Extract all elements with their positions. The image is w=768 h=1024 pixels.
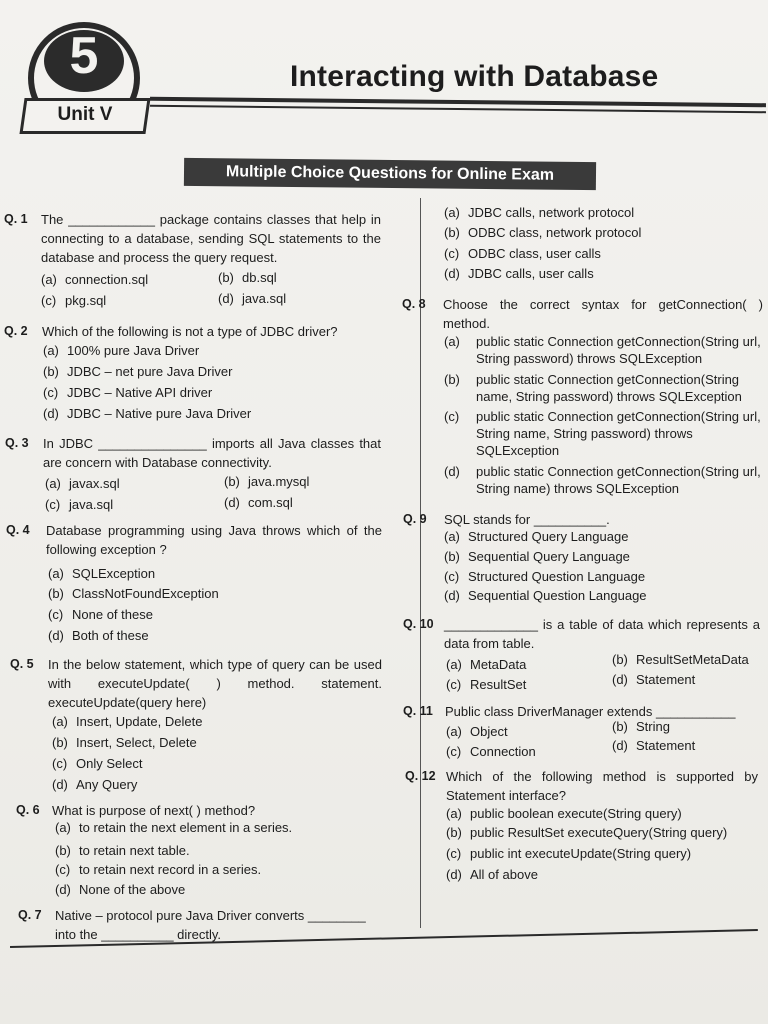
question-text: The ____________ package contains classes that help in connecting to a database, sending SQL statements to the database and process the query request. — [41, 212, 381, 265]
question-text: _____________ is a table of data which represents a data from table. — [444, 617, 760, 651]
option-b: (b) String — [612, 719, 670, 734]
question-number: Q. 1 — [4, 212, 28, 226]
question-number: Q. 2 — [4, 324, 28, 338]
option-c: (c) JDBC – Native API driver — [43, 385, 213, 400]
option-a: (a) Object — [446, 724, 508, 739]
option-d: (d) Both of these — [48, 628, 149, 643]
option-c: (c) public int executeUpdate(String query) — [446, 846, 692, 861]
option-c: (c) Only Select — [52, 756, 143, 771]
option-d: (d) JDBC – Native pure Java Driver — [43, 406, 252, 421]
option-b: (b) java.mysql — [224, 474, 310, 489]
option-d: (d) None of the above — [55, 882, 186, 897]
option-b: (b) public ResultSet executeQuery(String query) — [446, 825, 728, 840]
question-text: Public class DriverManager extends ___________ — [445, 704, 736, 719]
question-number: Q. 8 — [402, 297, 426, 311]
option-b: (b) to retain next table. — [55, 843, 190, 858]
option-d: (d) Sequential Question Language — [444, 588, 647, 603]
question-number: Q. 6 — [16, 803, 40, 817]
option-c: (c) public static Connection getConnection(String url, String name, String password) throws SQLException — [444, 409, 761, 458]
option-b: (b) db.sql — [218, 270, 277, 285]
option-a: (a) 100% pure Java Driver — [43, 343, 200, 358]
question-number: Q. 9 — [403, 512, 427, 526]
option-a: (a) connection.sql — [41, 272, 149, 287]
question-number: Q. 11 — [403, 704, 433, 718]
question-text: Choose the correct syntax for getConnection( ) method. — [443, 297, 763, 331]
option-c: (c) to retain next record in a series. — [55, 862, 262, 877]
option-a: (a) to retain the next element in a series. — [55, 820, 293, 835]
unit-label: Unit V — [57, 104, 113, 125]
option-a: (a) javax.sql — [45, 476, 120, 491]
question-text: Native – protocol pure Java Driver converts ________ into the __________ directly. — [55, 908, 366, 942]
question-text: In the below statement, which type of query can be used with executeUpdate( ) method. statement. executeUpdate(query here) — [48, 657, 382, 710]
option-b: (b) ResultSetMetaData — [612, 652, 749, 667]
question-number: Q. 10 — [403, 617, 434, 631]
option-a: (a) public static Connection getConnection(String url, String password) throws SQLException — [444, 334, 761, 366]
question-number: Q. 12 — [405, 769, 436, 783]
option-d: (d) Statement — [612, 738, 696, 753]
option-a: (a) Structured Query Language — [444, 529, 629, 544]
option-d: (d) com.sql — [224, 495, 293, 510]
section-banner: Multiple Choice Questions for Online Exam — [184, 158, 596, 190]
option-d: (d) public static Connection getConnection(String url, String name) throws SQLException — [444, 464, 761, 496]
question-text: In JDBC _______________ imports all Java classes that are concern with Database connectivity. — [43, 436, 381, 470]
question-number: Q. 7 — [18, 908, 42, 922]
option-a: (a) JDBC calls, network protocol — [444, 205, 635, 220]
option-b: (b) Sequential Query Language — [444, 549, 630, 564]
option-c: (c) ODBC class, user calls — [444, 246, 601, 261]
option-d: (d) Any Query — [52, 777, 138, 792]
option-d: (d) java.sql — [218, 291, 287, 306]
option-d: (d) All of above — [446, 867, 538, 882]
question-text: Which of the following is not a type of JDBC driver? — [42, 324, 338, 339]
option-a: (a) MetaData — [446, 657, 527, 672]
option-a: (a) public boolean execute(String query) — [446, 806, 682, 821]
option-d: (d) Statement — [612, 672, 696, 687]
option-d: (d) JDBC calls, user calls — [444, 266, 594, 281]
option-c: (c) java.sql — [45, 497, 114, 512]
question-text: What is purpose of next( ) method? — [52, 803, 256, 818]
question-number: Q. 3 — [5, 436, 29, 450]
question-number: Q. 4 — [6, 523, 30, 537]
option-c: (c) Connection — [446, 744, 536, 759]
option-c: (c) ResultSet — [446, 677, 527, 692]
option-c: (c) None of these — [48, 607, 153, 622]
option-b: (b) ClassNotFoundException — [48, 586, 219, 601]
option-c: (c) pkg.sql — [41, 293, 107, 308]
option-b: (b) ODBC class, network protocol — [444, 225, 642, 240]
option-b: (b) public static Connection getConnection(String name, String password) throws SQLException — [444, 372, 742, 404]
question-text: SQL stands for __________. — [444, 512, 610, 527]
question-text: Database programming using Java throws which of the following exception ? — [46, 523, 382, 557]
option-a: (a) SQLException — [48, 566, 156, 581]
question-number: Q. 5 — [10, 657, 34, 671]
chapter-number: 5 — [69, 27, 99, 85]
option-b: (b) Insert, Select, Delete — [52, 735, 197, 750]
option-a: (a) Insert, Update, Delete — [52, 714, 203, 729]
question-text: Which of the following method is supported by Statement interface? — [446, 769, 758, 803]
option-c: (c) Structured Question Language — [444, 569, 646, 584]
option-b: (b) JDBC – net pure Java Driver — [43, 364, 233, 379]
chapter-title: Interacting with Database — [290, 60, 659, 93]
